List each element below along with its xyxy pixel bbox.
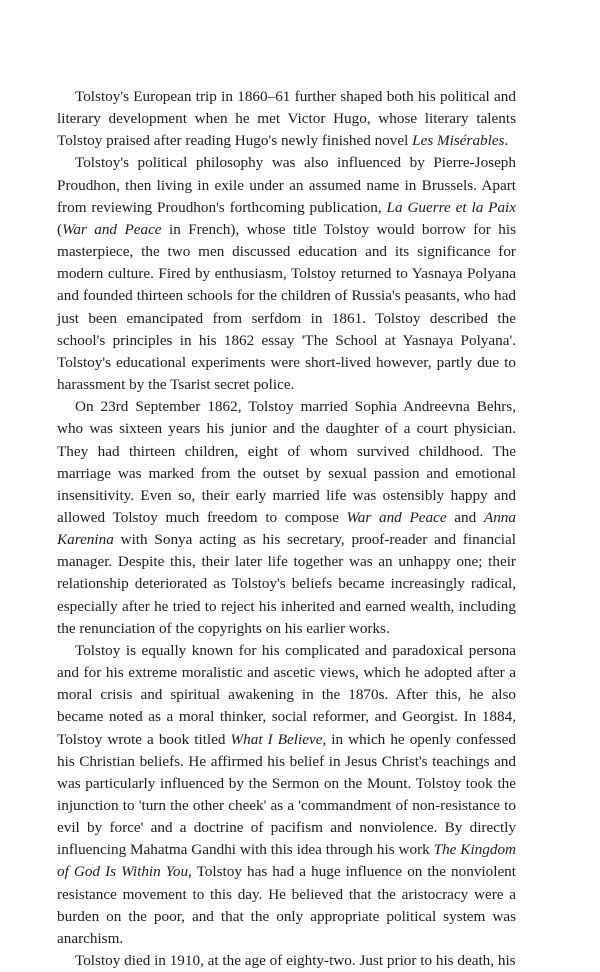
italic-title-text: La Guerre et la Paix (386, 198, 516, 216)
book-page (57, 86, 516, 972)
paragraph-moral-views (57, 640, 516, 950)
body-text: Tolstoy's political philosophy was also influenced by Pierre-Joseph Proudhon, then living in exile under an assumed name in Brussels. Apart from reviewing Proudhon's forthcoming publication, (57, 154, 516, 216)
italic-title-text: War and Peace (62, 220, 162, 238)
body-text: with Sonya acting as his secretary, proof-reader and financial manager. Despite this, their later life together was an unhappy one; their relationship deteriorated as Tolstoy's beliefs became increasingly radical, especially after he tried to reject his inherited and earned wealth, including the renunciation of the copyrights on his earlier works. (57, 531, 516, 637)
body-text: . (504, 132, 509, 150)
body-text: ( (57, 220, 63, 238)
paragraph-european-trip (57, 86, 516, 152)
italic-title-text: The Kingdom of God Is Within You (57, 841, 517, 881)
paragraph-political-philosophy (57, 152, 516, 396)
body-text: Tolstoy died in 1910, at the age of eighty-two. Just prior to his death, his (75, 952, 516, 970)
body-text: On 23rd September 1862, Tolstoy married Sophia Andreevna Behrs, who was sixteen years his junior and the daughter of a court physician. They had thirteen children, eight of whom survived childhood. The marriage was marked from the outset by sexual passion and emotional insensitivity. Even so, their early married life was ostensibly happy and allowed Tolstoy much freedom to compose (57, 398, 516, 526)
body-text: in French), whose title Tolstoy would borrow for his masterpiece, the two men discussed education and its significance for modern culture. Fired by enthusiasm, Tolstoy returned to Yasnaya Polyana and founded thirteen schools for the children of Russia's peasants, who had just been emancipated from serfdom in 1861. Tolstoy described the school's principles in his 1862 essay 'The School at Yasnaya Polyana'. Tolstoy's educational experiments were short-lived however, partly due to harassment by the Tsarist secret police. (57, 220, 517, 394)
body-text: and (446, 508, 484, 526)
italic-title-text: Anna Karenina (57, 508, 516, 549)
paragraph-marriage (57, 396, 516, 640)
body-text: , in which he openly confessed his Christian beliefs. He affirmed his belief in Jesus Christ's teachings and was particularly influenced by the Sermon on the Mount. Tolstoy took the injunction to 'turn the other cheek' as a 'commandment of non-resistance to evil by force' and a doctrine of pacifism and nonviolence. By directly influencing Mahatma Gandhi with this idea through his work (57, 730, 516, 859)
italic-title-text: What I Believe (230, 730, 323, 748)
italic-title-text: Les Misérables (412, 132, 505, 150)
paragraph-death (57, 950, 516, 972)
italic-title-text: War and Peace (346, 508, 447, 526)
body-text: Tolstoy's European trip in 1860–61 further shaped both his political and literary development when he met Victor Hugo, whose literary talents Tolstoy praised after reading Hugo's newly finished novel (57, 88, 516, 150)
body-text: Tolstoy is equally known for his complicated and paradoxical persona and for his extreme moralistic and ascetic views, which he adopted after a moral crisis and spiritual awakening in the 1870s. After this, he also became noted as a moral thinker, social reformer, and Georgist. In 1884, Tolstoy wrote a book titled (57, 641, 516, 748)
body-text: , Tolstoy has had a huge influence on the nonviolent resistance movement to this day. He believed that the aristocracy were a burden on the poor, and that the only appropriate political system was anarchism. (57, 863, 517, 947)
